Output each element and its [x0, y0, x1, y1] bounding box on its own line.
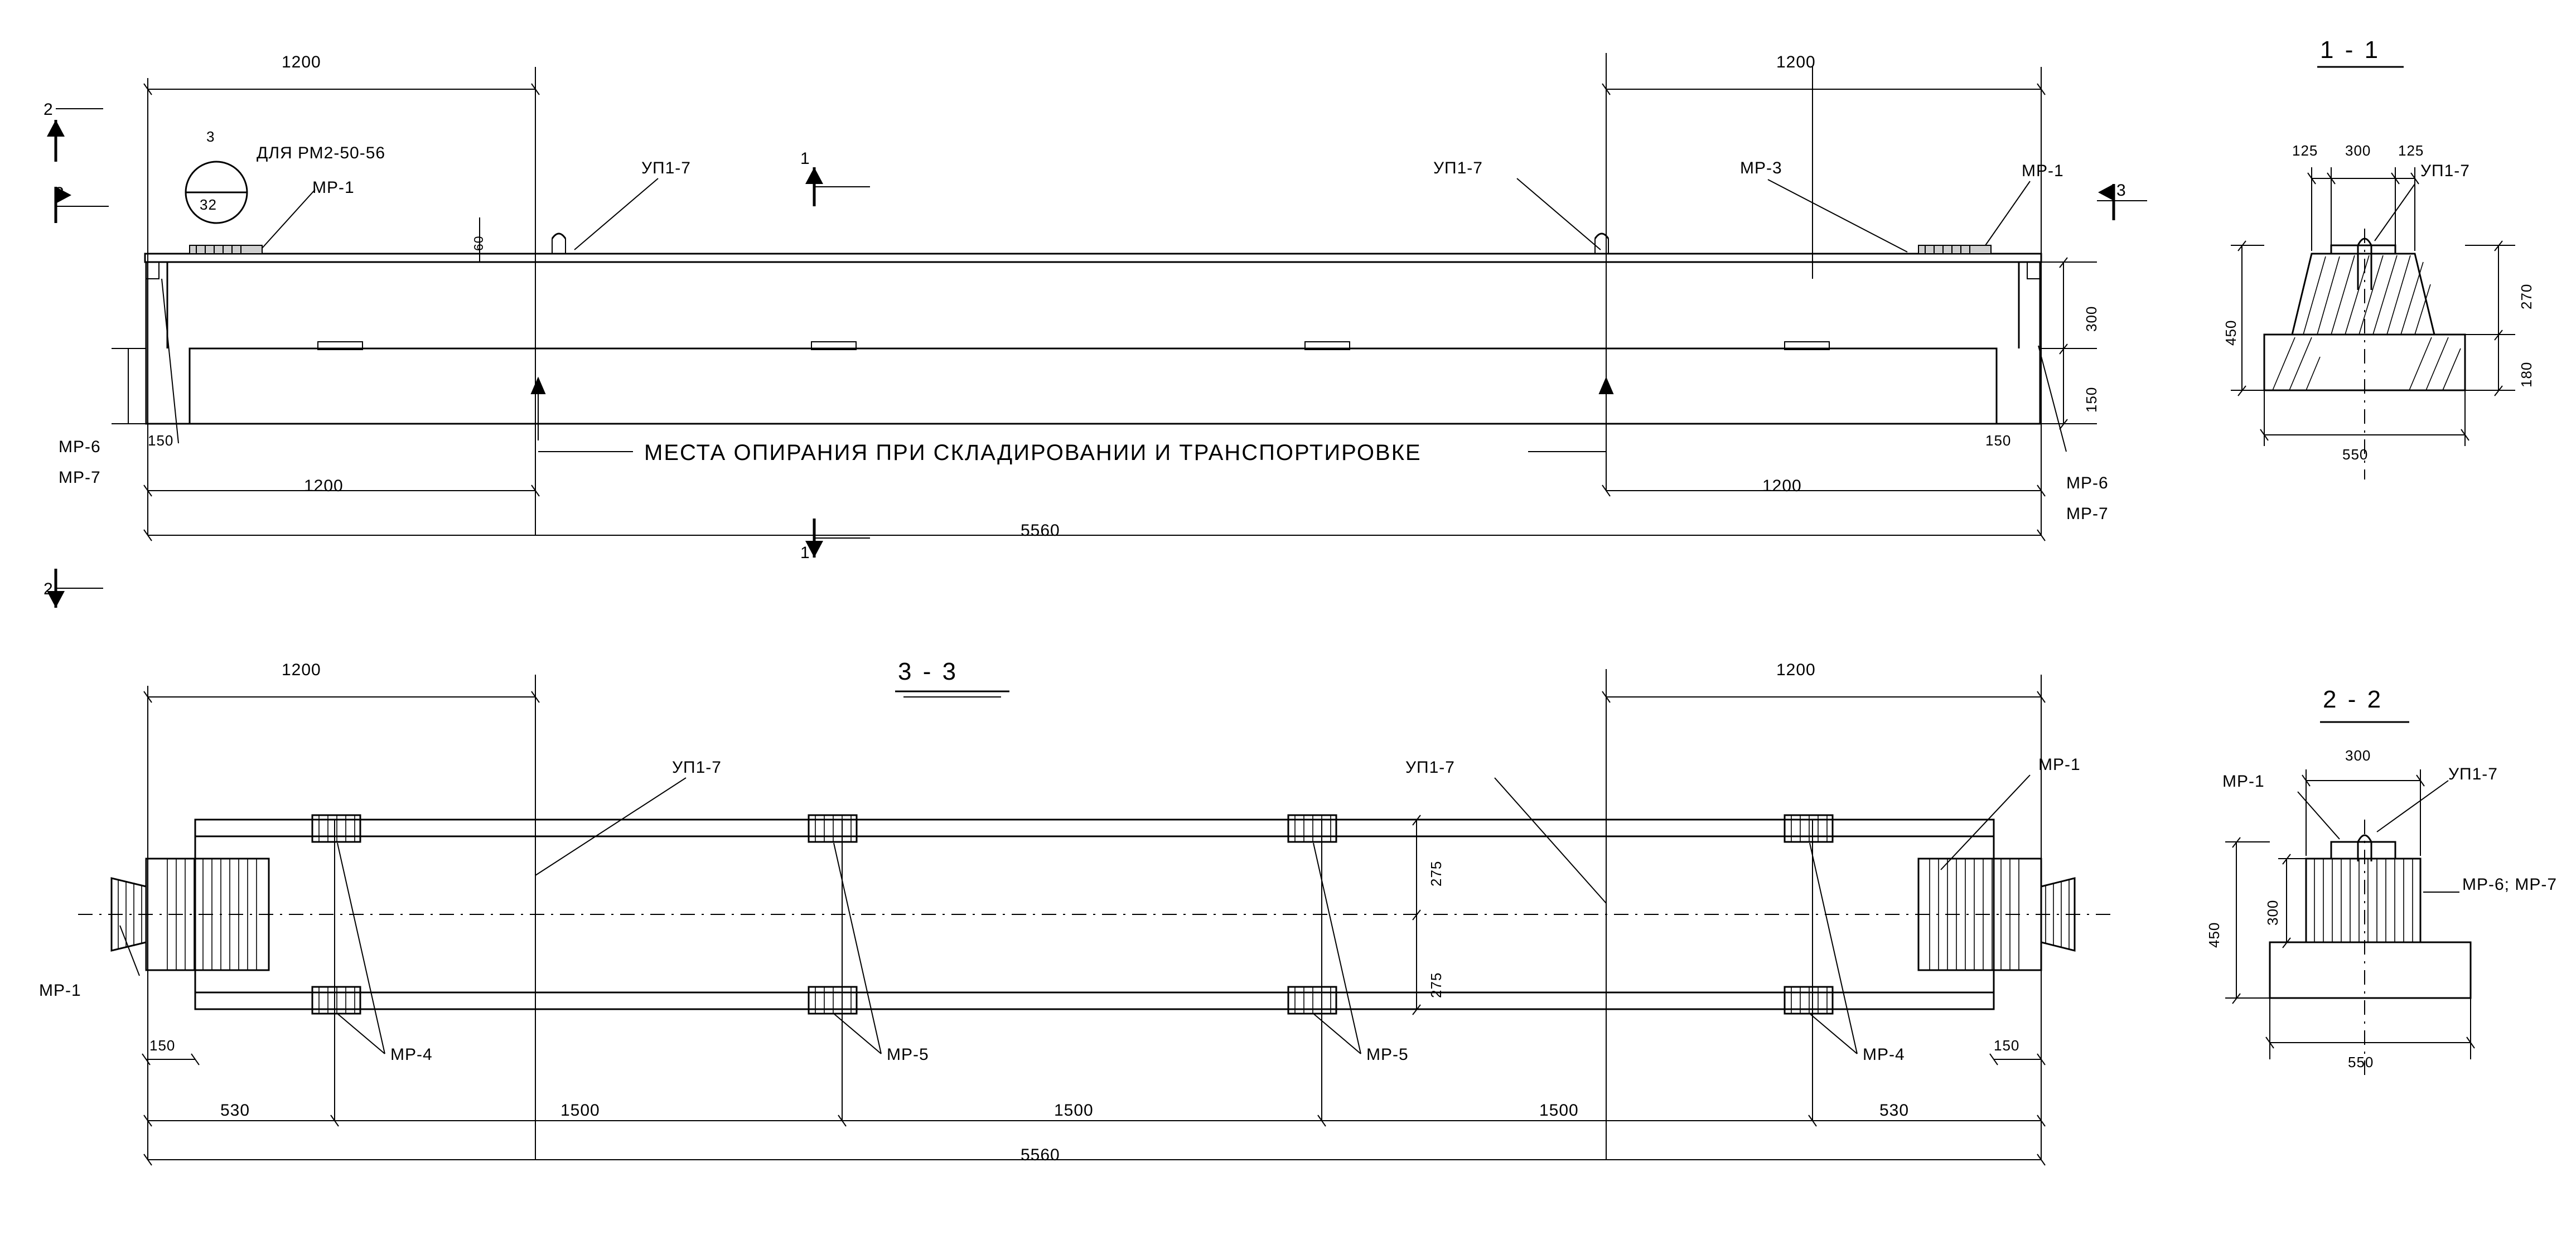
plan-mark-mr1-left: МР-1	[39, 981, 81, 1000]
dim-h-300: 300	[2083, 306, 2100, 332]
plan-mark-up1-7-right: УП1-7	[1405, 758, 1455, 777]
section-1-1-dim-550: 550	[2342, 446, 2369, 463]
plan-mark-mr5-left: МР-5	[887, 1045, 929, 1064]
plan-dim-right-150: 150	[1994, 1037, 2020, 1054]
plan-mark-up1-7-left: УП1-7	[672, 758, 722, 777]
plan-dim-530-left: 530	[220, 1101, 250, 1120]
plan-dim-1500-3: 1500	[1539, 1101, 1579, 1120]
plan-dim-overall: 5560	[1021, 1146, 1060, 1164]
section-2-2-mark-mr6-mr7: МР-6; МР-7	[2462, 875, 2558, 894]
plan-mark-mr5-right: МР-5	[1366, 1045, 1409, 1064]
section-1-1-dim-180: 180	[2518, 361, 2535, 388]
plan-dim-530-right: 530	[1879, 1101, 1910, 1120]
plan-dim-275-top: 275	[1428, 860, 1444, 887]
section-2-2-dim-300-w: 300	[2345, 747, 2371, 764]
dim-top-right-1200: 1200	[1776, 53, 1816, 71]
section-cut-2-top: 2	[44, 100, 54, 119]
section-1-1-dim-125-right: 125	[2398, 142, 2424, 159]
elevation-mark-mr7-right: МР-7	[2066, 505, 2109, 523]
section-2-2-dim-300-h: 300	[2264, 899, 2281, 926]
dim-bottom-left-1200: 1200	[304, 477, 344, 495]
elevation-mark-mr3: МР-3	[1740, 159, 1782, 177]
balloon-top-number: 3	[206, 128, 215, 145]
dim-bottom-right-1200: 1200	[1762, 477, 1802, 495]
elevation-mark-up1-7-right: УП1-7	[1433, 159, 1483, 177]
section-1-1-dim-300: 300	[2345, 142, 2371, 159]
section-1-1-title: 1 - 1	[2320, 36, 2381, 64]
balloon-bottom-number: 32	[200, 196, 217, 213]
section-cut-3-left: 3	[55, 184, 65, 202]
section-2-2-title: 2 - 2	[2323, 686, 2384, 713]
section-1-1-dim-270: 270	[2518, 283, 2535, 309]
dim-elevation-overall: 5560	[1021, 521, 1060, 540]
elevation-mark-up1-7-left: УП1-7	[641, 159, 691, 177]
elevation-mark-mr1-right: МР-1	[2022, 162, 2064, 180]
dim-left-150: 150	[148, 432, 174, 449]
plan-mark-mr4-left: МР-4	[390, 1045, 433, 1064]
section-cut-3-right: 3	[2116, 181, 2126, 200]
section-2-2-dim-450: 450	[2206, 922, 2222, 948]
section-1-1-dim-450: 450	[2222, 319, 2239, 346]
plan-title: 3 - 3	[898, 658, 959, 685]
plan-dim-1500-1: 1500	[560, 1101, 600, 1120]
section-2-2-mark-mr1: МР-1	[2222, 772, 2265, 791]
plan-dim-1500-2: 1500	[1054, 1101, 1094, 1120]
plan-dim-left-150: 150	[149, 1037, 176, 1054]
section-cut-1-bottom: 1	[800, 544, 810, 562]
section-2-2-dim-550: 550	[2348, 1054, 2374, 1071]
section-2-2-mark-up1-7: УП1-7	[2448, 765, 2498, 783]
plan-dim-top-left-1200: 1200	[282, 661, 321, 679]
dim-h-150: 150	[2083, 386, 2100, 413]
elevation-mark-mr7-left: МР-7	[59, 468, 101, 487]
section-cut-1-top: 1	[800, 149, 810, 168]
elevation-mark-mr6-left: МР-6	[59, 438, 101, 456]
plan-mark-mr4-right: МР-4	[1863, 1045, 1905, 1064]
dim-h-60: 60	[471, 235, 486, 251]
section-1-1-mark-up1-7: УП1-7	[2420, 162, 2470, 180]
balloon-note: ДЛЯ РМ2-50-56	[257, 144, 386, 162]
plan-dim-275-bottom: 275	[1428, 972, 1444, 998]
plan-dim-top-right-1200: 1200	[1776, 661, 1816, 679]
elevation-mark-mr1-left: МР-1	[312, 178, 355, 197]
dim-right-150: 150	[1985, 432, 2012, 449]
plan-mark-mr1-right: МР-1	[2038, 755, 2081, 774]
elevation-mark-mr6-right: МР-6	[2066, 474, 2109, 492]
section-1-1-dim-125-left: 125	[2292, 142, 2318, 159]
section-cut-2-bottom: 2	[44, 580, 54, 598]
storage-support-note: МЕСТА ОПИРАНИЯ ПРИ СКЛАДИРОВАНИИ И ТРАНСПОРТИРОВКЕ	[644, 440, 1422, 465]
dim-top-left-1200: 1200	[282, 53, 321, 71]
